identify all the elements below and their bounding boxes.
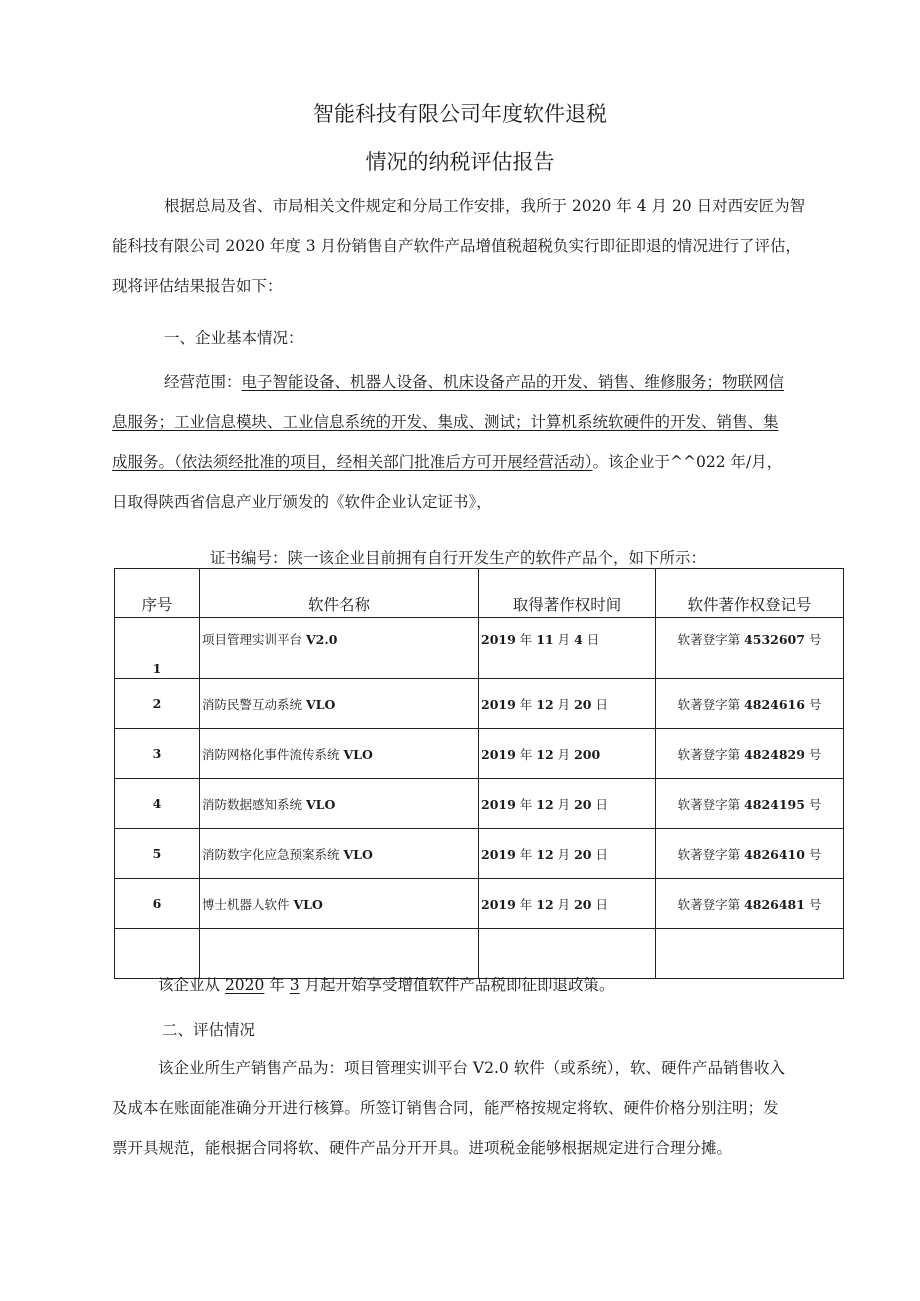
software-name-cell [200,829,479,879]
date-part: 4 [574,632,583,647]
registration-number: 4826410 [744,846,805,862]
assessment-paragraph [112,1048,852,1168]
table-row [115,618,844,679]
date-part: 日 [591,796,608,812]
date-part: 月 [553,796,575,812]
date-part: 年 [515,796,537,812]
copyright-date-cell [479,679,656,729]
software-version: V2.0 [305,632,338,647]
date-part: 2019 [481,696,516,712]
intro-line-2: 能科技有限公司 2020 年度 3 月份销售自产软件产品增值税超税负实行即征即退的情况进行了评估， [112,237,802,255]
date-part: 12 [536,896,554,912]
registration-no-cell [656,618,844,679]
intro-line-3: 现将评估结果报告如下： [112,277,283,295]
date-part: 20 [574,796,592,812]
date-part: 20 [574,696,592,712]
row-number: 6 [115,879,200,929]
header-software-name: 软件名称 [200,569,479,618]
software-name-text: 消防网格化事件流传系统 [202,746,344,762]
table-row [115,879,844,929]
registration-suffix: 号 [804,696,822,712]
date-part: 月 [553,746,575,762]
header-copyright-date: 取得著作权时间 [479,569,656,618]
intro-paragraph [112,186,852,306]
registration-suffix: 号 [804,796,822,812]
policy-year: 2020 [224,976,265,994]
business-scope-tail: 。该企业于^^022 年/月， [592,453,783,471]
certificate-number-text: 证书编号：陕一该企业目前拥有自行开发生产的软件产品个，如下所示： [210,549,707,567]
table-header-row [115,569,844,618]
date-part: 200 [574,746,601,762]
business-scope-text-3: 成服务。（依法须经批准的项目，经相关部门批准后方可开展经营活动） [112,453,593,471]
date-part: 年 [515,846,537,862]
date-part: 2019 [481,746,516,762]
registration-suffix: 号 [804,632,822,647]
registration-suffix: 号 [804,896,822,912]
registration-prefix: 软著登字第 [677,746,745,762]
date-part: 12 [536,746,554,762]
registration-number: 4824616 [744,696,805,712]
business-scope-label: 经营范围： [164,373,242,391]
registration-prefix: 软著登字第 [677,846,745,862]
date-part: 12 [536,846,554,862]
section2-heading [112,1010,852,1050]
software-name-cell [200,618,479,679]
table-row [115,679,844,729]
date-part: 20 [574,896,592,912]
registration-no-cell [656,779,844,829]
copyright-date-cell [479,879,656,929]
software-version: VLO [305,696,336,712]
section1-heading-text: 一、企业基本情况： [164,329,304,347]
page-title-line-1: 智能科技有限公司年度软件退税 [313,102,607,126]
header-no: 序号 [115,569,200,618]
registration-suffix: 号 [804,846,822,862]
row-number: 4 [115,779,200,829]
registration-number: 4826481 [744,896,805,912]
date-part: 月 [553,632,575,647]
business-scope-line-2 [112,402,852,442]
row-number: 3 [115,729,200,779]
software-name-text: 消防数字化应急预案系统 [202,846,344,862]
registration-no-cell [656,679,844,729]
assessment-line-2: 及成本在账面能准确分开进行核算。所签订销售合同，能严格按规定将软、硬件价格分别注明；发 [112,1099,779,1117]
software-name-cell [200,679,479,729]
registration-no-cell [656,729,844,779]
date-part: 年 [515,746,537,762]
copyright-date-cell [479,829,656,879]
policy-month: 3 [289,976,300,994]
business-scope-line-1 [112,362,852,402]
registration-prefix: 软著登字第 [677,896,745,912]
date-part: 年 [515,632,537,647]
copyright-date-cell [479,729,656,779]
policy-text-mid: 年 [264,976,290,994]
row-number: 1 [115,618,200,679]
date-part: 年 [515,696,537,712]
row-number: 5 [115,829,200,879]
policy-line [112,965,852,1005]
date-part: 12 [536,796,554,812]
page-title-line-2: 情况的纳税评估报告 [365,150,555,174]
software-version: VLO [293,896,323,912]
table-row [115,829,844,879]
policy-paragraph [112,965,852,1005]
date-part: 日 [591,696,608,712]
section1-heading [112,318,852,358]
header-registration-no: 软件著作权登记号 [656,569,844,618]
copyright-date-cell [479,779,656,829]
registration-no-cell [656,879,844,929]
business-scope-text-1: 电子智能设备、机器人设备、机床设备产品的开发、销售、维修服务；物联网信 [241,373,785,391]
assessment-line-1: 该企业所生产销售产品为：项目管理实训平台 V2.0 软件（或系统），软、硬件产品销售收入 [158,1059,785,1077]
registration-no-cell [656,829,844,879]
business-scope-text-2: 息服务；工业信息模块、工业信息系统的开发、集成、测试；计算机系统软硬件的开发、销售、集 [112,413,779,431]
software-name-cell [200,879,479,929]
registration-suffix: 号 [804,746,822,762]
registration-prefix: 软著登字第 [677,632,745,647]
row-number: 2 [115,679,200,729]
software-name-text: 消防民警互动系统 [202,696,306,712]
date-part: 2019 [481,896,516,912]
registration-number: 4824829 [744,746,805,762]
date-part: 11 [536,632,554,647]
date-part: 2019 [481,846,516,862]
registration-prefix: 软著登字第 [677,796,745,812]
policy-text-pre: 该企业从 [158,976,225,994]
business-scope-paragraph [112,362,852,522]
date-part: 日 [591,846,608,862]
software-version: VLO [305,796,336,812]
date-part: 年 [515,896,537,912]
software-version: VLO [343,846,373,862]
table-row [115,779,844,829]
date-part: 2019 [481,796,516,812]
registration-number: 4532607 [744,632,805,647]
date-part: 日 [582,632,600,647]
date-part: 2019 [481,632,516,647]
policy-text-post: 月起开始享受增值软件产品税即征即退政策。 [299,976,615,994]
copyright-date-cell [479,618,656,679]
registration-number: 4824195 [744,796,805,812]
date-part: 12 [536,696,554,712]
intro-line-1: 根据总局及省、市局相关文件规定和分局工作安排，我所于 2020 年 4 月 20 日对西安匠为智 [164,197,806,215]
date-part: 月 [553,896,575,912]
table-row [115,729,844,779]
business-scope-line-3 [112,442,852,482]
registration-prefix: 软著登字第 [677,696,745,712]
certificate-line: 日取得陕西省信息产业厅颁发的《软件企业认定证书》， [112,493,492,511]
date-part: 月 [553,696,575,712]
software-name-cell [200,779,479,829]
assessment-line-3: 票开具规范，能根据合同将软、硬件产品分开开具。进项税金能够根据规定进行合理分摊。 [112,1139,733,1157]
software-name-text: 博士机器人软件 [202,896,294,912]
software-version: VLO [343,746,373,762]
date-part: 日 [591,896,608,912]
software-name-text: 项目管理实训平台 [202,632,306,647]
section2-heading-text: 二、评估情况 [162,1021,256,1039]
date-part: 月 [553,846,575,862]
software-name-text: 消防数据感知系统 [202,796,306,812]
date-part: 20 [574,846,592,862]
software-name-cell [200,729,479,779]
software-products-table [114,568,844,979]
